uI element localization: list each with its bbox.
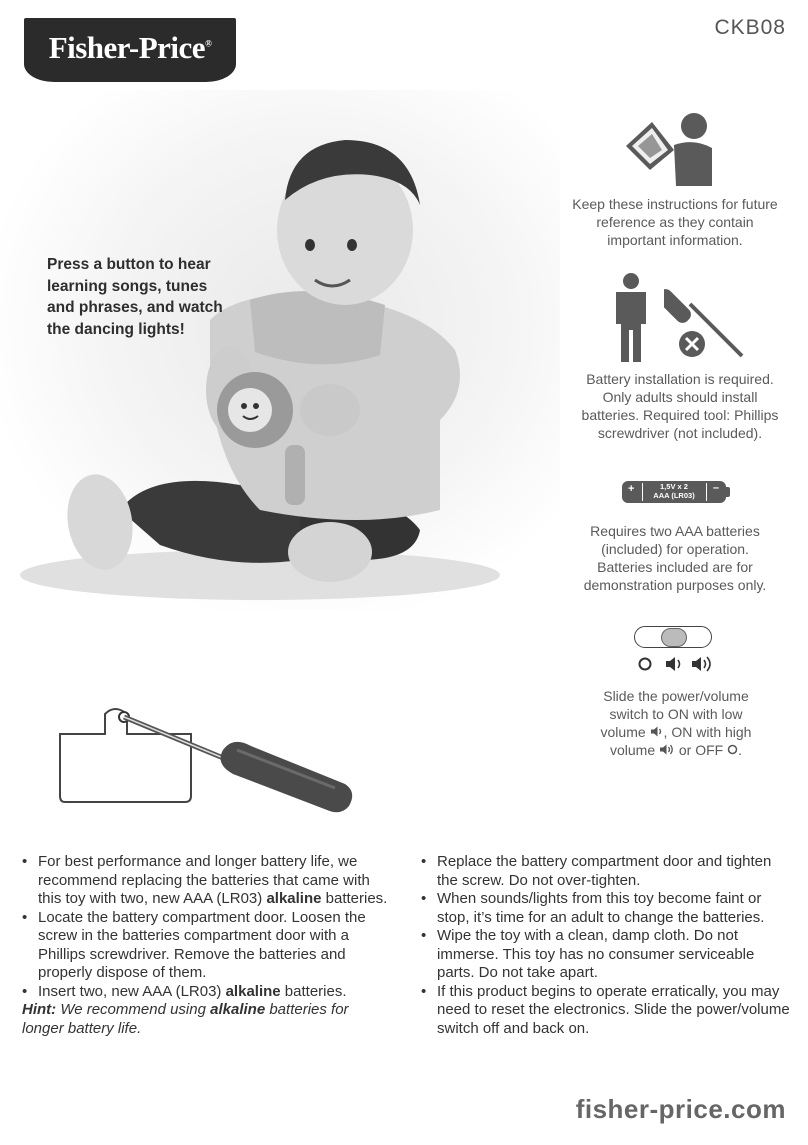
reading-person-icon [624, 110, 716, 188]
logo-text: Fisher-Price® [48, 30, 212, 65]
instruction-item: • Locate the battery compartment door. Loosen the screw in the batteries compartment door with a Phillips screwdriver. Remove the batteries and properly dispose of them. [22, 909, 392, 983]
switch-knob [661, 628, 687, 647]
brand-logo [24, 18, 236, 82]
screwdriver-not-included-icon [664, 276, 748, 362]
baby-photo [0, 90, 560, 610]
battery-door-screwdriver-illustration [55, 700, 355, 816]
adult-person-icon [608, 272, 654, 364]
battery-label: 1,5V x 2 AAA (LR03) [653, 482, 695, 500]
instruction-item: • Replace the battery compartment door and tighten the screw. Do not over-tighten. [421, 853, 791, 890]
high-volume-icon [659, 744, 675, 755]
instruction-item: • When sounds/lights from this toy become faint or stop, it’s time for an adult to change the batteries. [421, 890, 791, 927]
power-volume-switch [634, 626, 712, 648]
model-number: CKB08 [714, 16, 786, 39]
aaa-battery-icon: + 1,5V x 2 AAA (LR03) – [622, 481, 726, 503]
product-tagline: Press a button to hear learning songs, tunes and phrases, and watch the dancing lights! [47, 256, 223, 338]
instruction-item: • If this product begins to operate erratically, you may need to reset the electronics. Slide the power/volume switch off and back on. [421, 983, 791, 1039]
instruction-item: • Wipe the toy with a clean, damp cloth. Do not immerse. This toy has no consumer serviceable parts. Do not take apart. [421, 927, 791, 983]
off-icon [727, 744, 738, 755]
instructions-left-column [22, 853, 392, 1038]
low-volume-icon [650, 726, 664, 737]
switch-instructions-text: Slide the power/volume switch to ON with low volume , ON with high volume or OFF . [600, 688, 752, 758]
baby-with-toy-illustration [0, 90, 560, 610]
instruction-item: • Insert two, new AAA (LR03) alkaline batteries. [22, 983, 392, 1002]
website-url: fisher-price.com [575, 1094, 786, 1124]
hint-text: Hint: We recommend using alkaline batteries for longer battery life. [22, 1001, 349, 1037]
instructions-right-column [421, 853, 791, 1038]
requires-batteries-text: Requires two AAA batteries (included) for operation. Batteries included are for demonstration purposes only. [583, 523, 767, 593]
keep-instructions-text: Keep these instructions for future reference as they contain important information. [572, 196, 778, 248]
battery-installation-text: Battery installation is required. Only adults should install batteries. Required tool: Phillips screwdriver (not included). [581, 371, 779, 441]
switch-position-icons [636, 654, 716, 674]
instruction-item: • For best performance and longer battery life, we recommend replacing the batteries that came with this toy with two, new AAA (LR03) alkaline batteries. [22, 853, 392, 909]
